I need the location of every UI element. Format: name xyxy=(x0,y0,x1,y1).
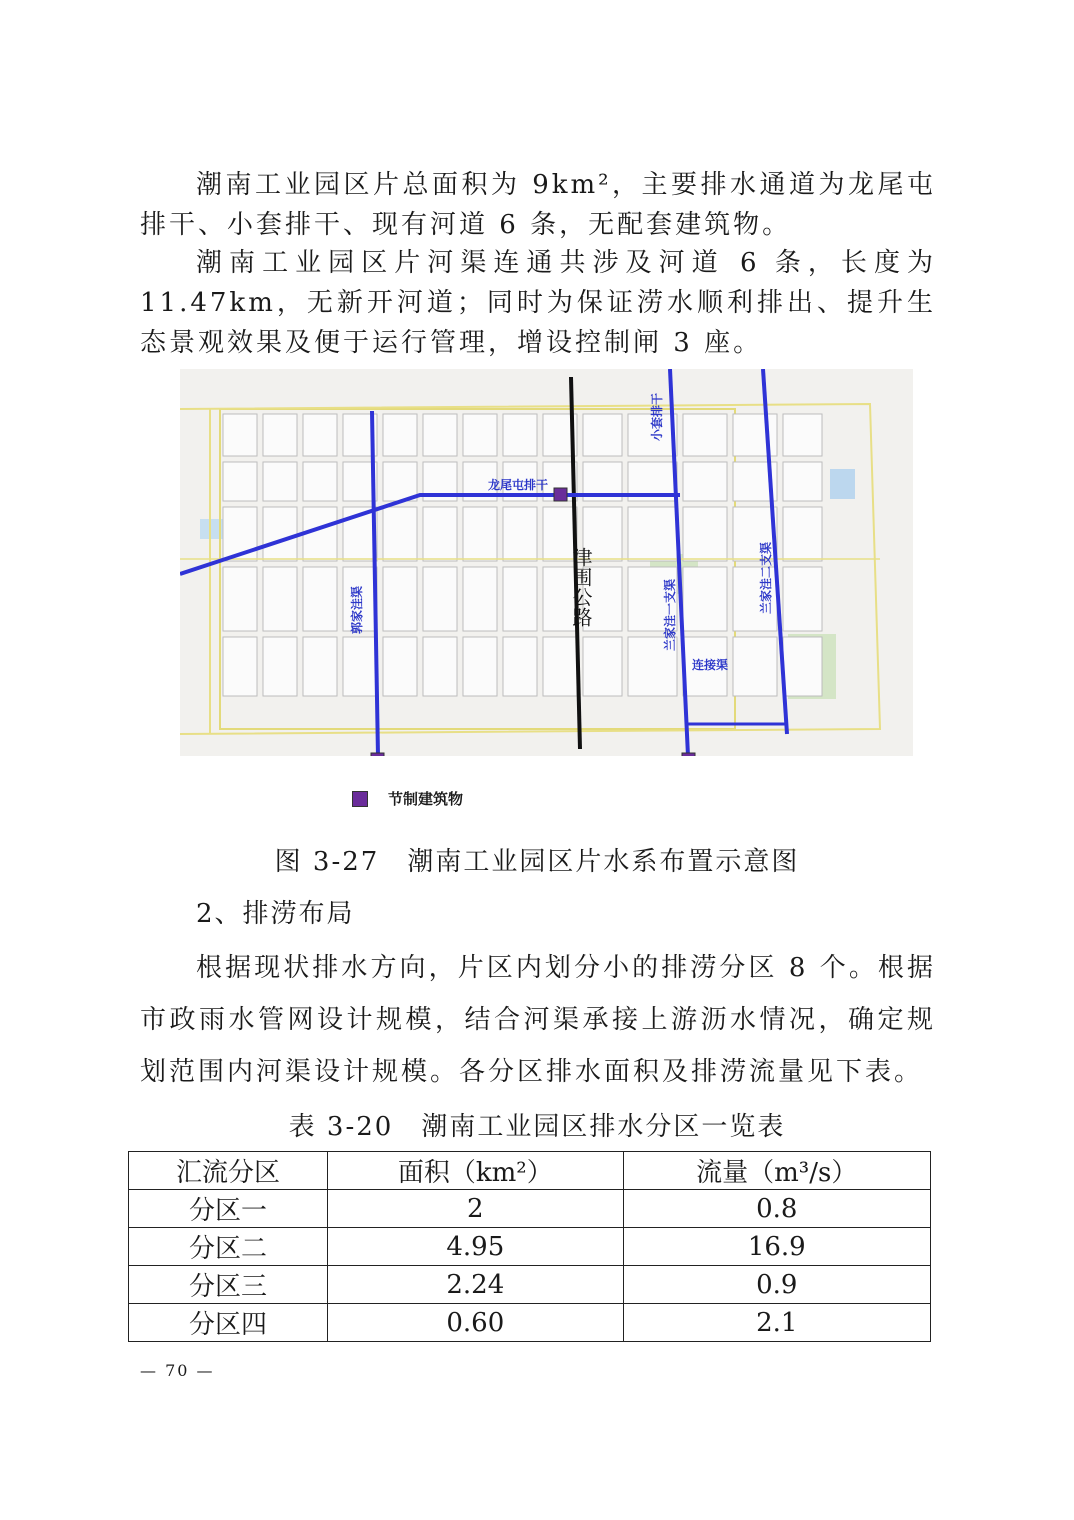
city-block xyxy=(263,462,297,501)
city-block xyxy=(263,637,297,696)
city-block xyxy=(383,567,417,631)
city-block xyxy=(383,462,417,501)
legend-label: 节制建筑物 xyxy=(388,790,464,808)
city-block xyxy=(543,637,577,696)
table-cell: 0.9 xyxy=(623,1266,930,1304)
city-block xyxy=(463,637,497,696)
city-block xyxy=(503,567,537,631)
drainage-table xyxy=(128,1151,931,1342)
city-block xyxy=(783,567,822,631)
table-cell: 分区四 xyxy=(129,1304,328,1342)
city-block xyxy=(503,637,537,696)
label-lanjiawa2: 兰家洼二支渠 xyxy=(759,541,773,614)
header-cell: 流量（m³/s） xyxy=(623,1152,930,1190)
figure-caption: 图 3-27 潮南工业园区片水系布置示意图 xyxy=(274,847,800,877)
city-block xyxy=(343,637,377,696)
table-row xyxy=(129,1304,931,1342)
gate-legend-icon xyxy=(352,791,368,807)
table-cell: 2.24 xyxy=(328,1266,623,1304)
city-block xyxy=(423,637,457,696)
gate-marker-1 xyxy=(554,488,567,501)
city-block xyxy=(583,414,622,456)
city-block xyxy=(733,637,777,696)
table-cell: 分区一 xyxy=(129,1190,328,1228)
label-lianjie: 连接渠 xyxy=(692,658,729,672)
city-block xyxy=(223,414,257,456)
city-block xyxy=(303,567,337,631)
gate-marker-2 xyxy=(371,753,384,756)
city-block xyxy=(783,462,822,501)
paragraph-2: 潮南工业园区片河渠连通共涉及河道 6 条，长度为 11.47km，无新开河道；同时为保证涝水顺利排出、提升生态景观效果及便于运行管理，增设控制闸 3 座。 xyxy=(140,248,936,358)
label-guojiawa: 郭家洼渠 xyxy=(350,585,364,634)
city-block xyxy=(263,507,297,561)
city-block xyxy=(423,507,457,561)
city-block xyxy=(503,507,537,561)
city-block xyxy=(423,567,457,631)
city-block xyxy=(223,567,257,631)
table-cell: 0.60 xyxy=(328,1304,623,1342)
city-block xyxy=(733,414,777,456)
city-block xyxy=(783,507,822,561)
city-block xyxy=(683,567,727,631)
label-xiaotao: 小套排干 xyxy=(650,392,664,441)
water-system-map xyxy=(180,369,913,756)
page-number: — 70 — xyxy=(140,1361,215,1380)
table-cell: 16.9 xyxy=(623,1228,930,1266)
city-block xyxy=(423,414,457,456)
city-block xyxy=(383,507,417,561)
gate-marker-3 xyxy=(682,753,695,756)
header-cell: 汇流分区 xyxy=(129,1152,328,1190)
table-cell: 2 xyxy=(328,1190,623,1228)
table-caption: 表 3-20 潮南工业园区排水分区一览表 xyxy=(288,1112,786,1142)
city-block xyxy=(383,414,417,456)
city-block xyxy=(223,462,257,501)
city-block xyxy=(223,637,257,696)
city-block xyxy=(463,507,497,561)
table-cell: 2.1 xyxy=(623,1304,930,1342)
map-legend xyxy=(352,788,463,809)
table-cell: 分区二 xyxy=(129,1228,328,1266)
city-block xyxy=(303,462,337,501)
city-block xyxy=(783,414,822,456)
label-longweitun: 龙尾屯排干 xyxy=(488,478,549,492)
city-block xyxy=(383,637,417,696)
header-cell: 面积（km²） xyxy=(328,1152,623,1190)
table-row xyxy=(129,1266,931,1304)
city-block xyxy=(303,637,337,696)
label-jinwei-road: 津围公路 xyxy=(569,547,593,627)
city-block xyxy=(683,507,727,561)
city-block xyxy=(463,414,497,456)
city-block xyxy=(263,414,297,456)
city-block xyxy=(683,462,727,501)
table-cell: 4.95 xyxy=(328,1228,623,1266)
city-block xyxy=(628,507,677,561)
table-cell: 0.8 xyxy=(623,1190,930,1228)
city-block xyxy=(683,414,727,456)
table-row xyxy=(129,1190,931,1228)
city-block xyxy=(503,414,537,456)
table-header-row xyxy=(129,1152,931,1190)
paragraph-3: 根据现状排水方向，片区内划分小的排涝分区 8 个。根据市政雨水管网设计规模，结合河渠承接上游沥水情况，确定规划范围内河渠设计规模。各分区排水面积及排涝流量见下表。 xyxy=(140,953,936,1087)
table-cell: 分区三 xyxy=(129,1266,328,1304)
city-block xyxy=(783,637,822,696)
city-block xyxy=(263,567,297,631)
city-block xyxy=(303,507,337,561)
label-lanjiawa1: 兰家洼一支渠 xyxy=(663,578,677,651)
paragraph-1: 潮南工业园区片总面积为 9km²，主要排水通道为龙尾屯排干、小套排干、现有河道 6 条，无配套建筑物。 xyxy=(140,170,936,240)
table-row xyxy=(129,1228,931,1266)
section-title: 2、排涝布局 xyxy=(196,899,355,929)
city-block xyxy=(583,637,622,696)
city-block xyxy=(463,567,497,631)
city-block xyxy=(303,414,337,456)
